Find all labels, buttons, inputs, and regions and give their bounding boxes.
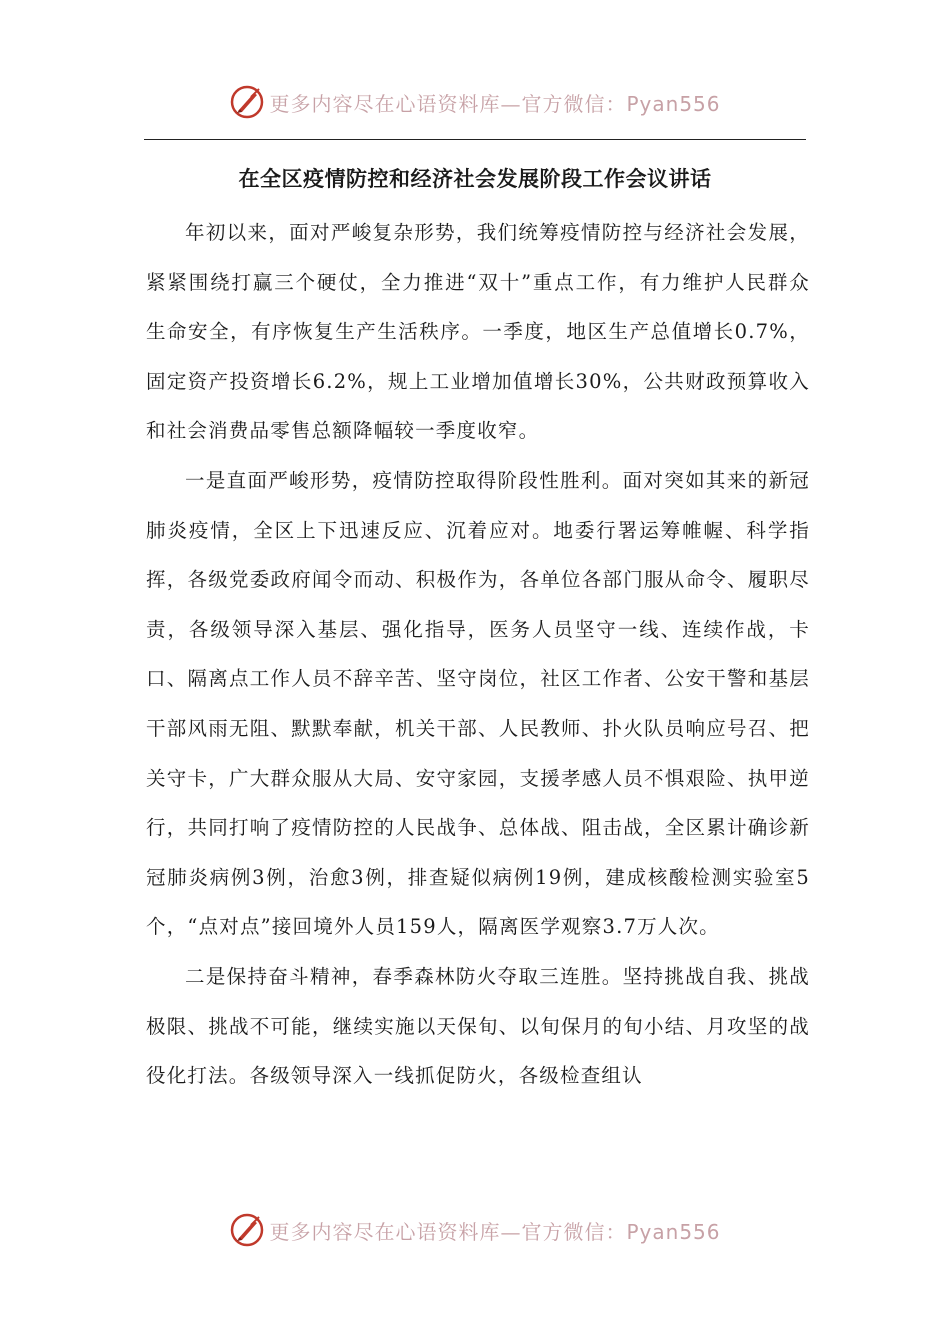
footer-banner-main: 更多内容尽在心语资料库	[269, 1219, 501, 1244]
footer-banner-sep: —	[500, 1219, 522, 1244]
document-body	[146, 208, 810, 1101]
footer-banner-wechat-label: 官方微信：	[521, 1219, 627, 1244]
footer-banner-wechat-id: Pyan556	[626, 1219, 721, 1244]
footer-banner-text	[269, 1216, 720, 1245]
paragraph-1: 年初以来，面对严峻复杂形势，我们统筹疫情防控与经济社会发展，紧紧围绕打赢三个硬仗，全力推进“双十”重点工作，有力维护人民群众生命安全，有序恢复生产生活秩序。一季度，地区生产总值增长0.7%，固定资产投资增长6.2%，规上工业增加值增长30%，公共财政预算收入和社会消费品零售总额降幅较一季度收窄。	[146, 221, 810, 443]
header-divider	[144, 139, 806, 140]
header-banner-text	[269, 88, 720, 117]
header-banner	[0, 82, 950, 122]
quill-pen-logo-icon	[229, 1212, 265, 1248]
header-banner-wechat-id: Pyan556	[626, 91, 721, 116]
quill-pen-logo-icon	[229, 84, 265, 120]
paragraph-3: 二是保持奋斗精神，春季森林防火夺取三连胜。坚持挑战自我、挑战极限、挑战不可能，继续实施以天保旬、以旬保月的旬小结、月攻坚的战役化打法。各级领导深入一线抓促防火，各级检查组认	[146, 964, 810, 1088]
paragraph-2: 一是直面严峻形势，疫情防控取得阶段性胜利。面对突如其来的新冠肺炎疫情，全区上下迅速反应、沉着应对。地委行署运筹帷幄、科学指挥，各级党委政府闻令而动、积极作为，各单位各部门服从命令、履职尽责，各级领导深入基层、强化指导，医务人员坚守一线、连续作战，卡口、隔离点工作人员不辞辛苦、坚守岗位，社区工作者、公安干警和基层干部风雨无阻、默默奉献，机关干部、人民教师、扑火队员响应号召、把关守卡，广大群众服从大局、安守家园，支援孝感人员不惧艰险、执甲逆行，共同打响了疫情防控的人民战争、总体战、阻击战，全区累计确诊新冠肺炎病例3例，治愈3例，排查疑似病例19例，建成核酸检测实验室5个，“点对点”接回境外人员159人，隔离医学观察3.7万人次。	[146, 468, 810, 939]
document-title: 在全区疫情防控和经济社会发展阶段工作会议讲话	[238, 166, 712, 191]
header-banner-wechat-label: 官方微信：	[521, 91, 627, 116]
footer-banner	[0, 1210, 950, 1250]
header-banner-main: 更多内容尽在心语资料库	[269, 91, 501, 116]
header-banner-sep: —	[500, 91, 522, 116]
